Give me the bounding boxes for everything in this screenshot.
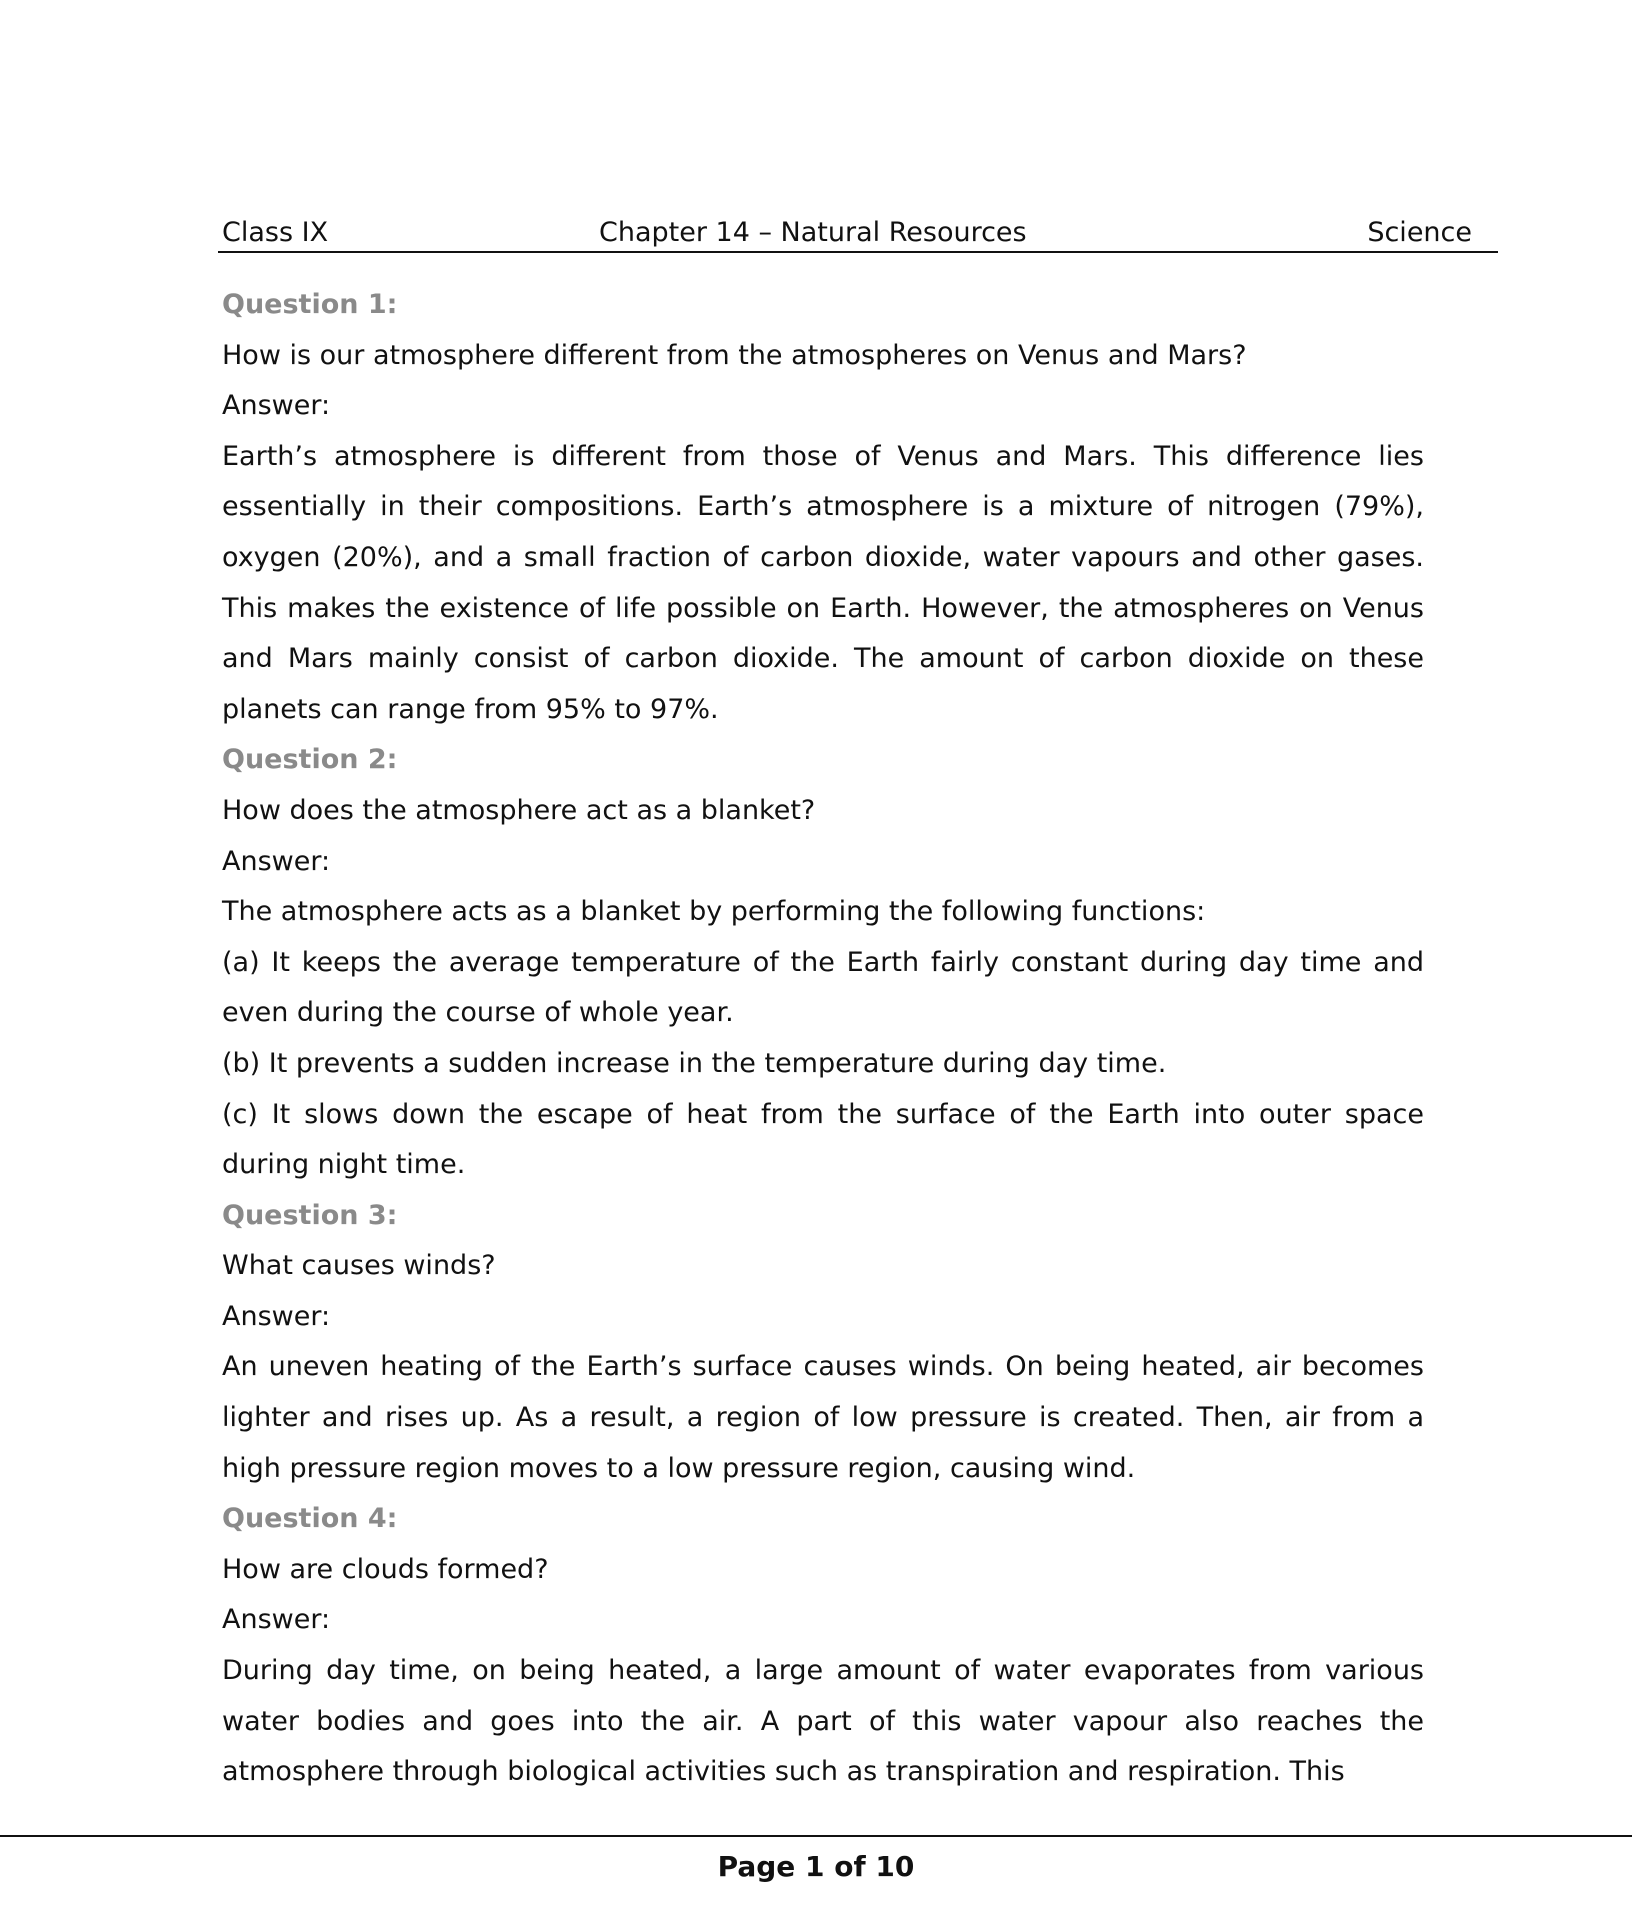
question-2-answer-intro: The atmosphere acts as a blanket by performing the following functions: [222,896,1206,928]
question-2-text: How does the atmosphere act as a blanket? [222,794,816,826]
question-1-label: Question 1: [222,289,398,320]
header-chapter-title: Chapter 14 – Natural Resources [599,217,1027,248]
question-3-label: Question 3: [222,1199,398,1231]
question-2-label: Question 2: [222,744,398,776]
question-4-answer: During day time, on being heated, a large amount of water evaporates from various water bodies and goes into the air. A part of this water vapour also reaches the atmosphere through biological activities such as transpiration and respiration. This [222,1655,1424,1788]
question-3-answer: An uneven heating of the Earth’s surface causes winds. On being heated, air becomes lighter and rises up. As a result, a region of low pressure is created. Then, air from a high pressure region moves to a low pressure region, causing wind. [222,1351,1424,1484]
question-2-answer-point-a: (a) It keeps the average temperature of the Earth fairly constant during day time and even during the course of whole year. [222,946,1424,1029]
header-subject: Science [1367,217,1472,248]
footer-divider [0,1835,1632,1837]
question-3-text: What causes winds? [222,1250,496,1282]
page-number: Page 1 of 10 [717,1850,915,1883]
document-body [222,280,1424,1798]
question-2-answer-point-b: (b) It prevents a sudden increase in the temperature during day time. [222,1047,1167,1079]
question-4-text: How are clouds formed? [222,1553,549,1585]
header-class: Class IX [222,217,329,248]
page-header [218,215,1498,253]
question-4-answer-label: Answer: [222,1604,331,1636]
question-1-text: How is our atmosphere different from the atmospheres on Venus and Mars? [222,339,1247,371]
question-2-answer-label: Answer: [222,845,331,877]
question-2-answer-point-c: (c) It slows down the escape of heat from the surface of the Earth into outer space during night time. [222,1098,1424,1181]
question-3-answer-label: Answer: [222,1300,331,1332]
question-1-answer-label: Answer: [222,390,331,422]
question-1-answer: Earth’s atmosphere is different from those of Venus and Mars. This difference lies essentially in their compositions. Earth’s atmosphere is a mixture of nitrogen (79%), oxygen (20%), and a small fraction of carbon dioxide, water vapours and other gases. This makes the existence of life possible on Earth. However, the atmospheres on Venus and Mars mainly consist of carbon dioxide. The amount of carbon dioxide on these planets can range from 95% to 97%. [222,440,1424,725]
question-4-label: Question 4: [222,1503,398,1535]
